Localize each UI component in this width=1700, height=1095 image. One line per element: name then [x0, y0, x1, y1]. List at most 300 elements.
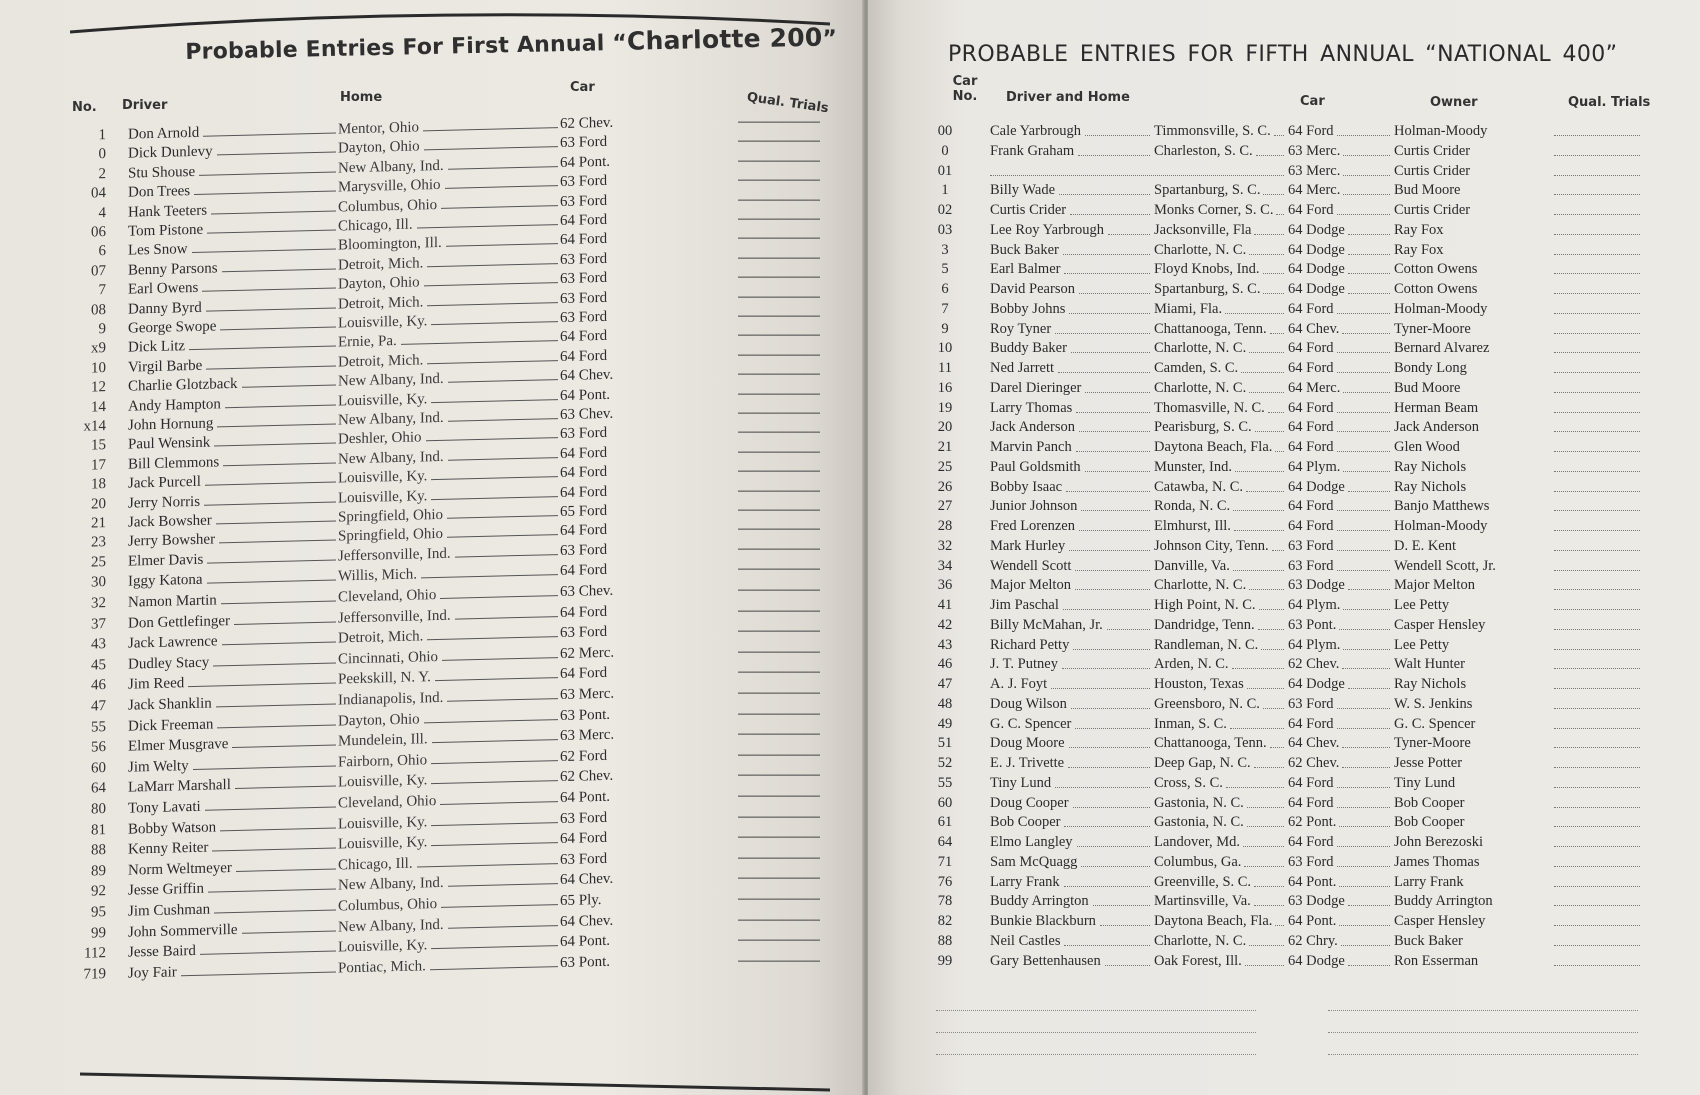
leader-dots [1343, 155, 1390, 156]
leader-line [211, 210, 336, 214]
car-make: 64 Ford [1288, 419, 1334, 436]
qual-trials-line [738, 529, 820, 530]
car-make: 63 Ford [560, 425, 608, 443]
leader-dots [1059, 194, 1150, 195]
driver-name: Bobby Isaac [990, 478, 1063, 495]
owner-name: Ron Esserman [1394, 952, 1479, 969]
table-row [868, 259, 1700, 279]
leader-dots [1069, 550, 1150, 551]
leader-dots [1263, 708, 1284, 709]
home-town: Charlotte, N. C. [1154, 379, 1247, 396]
leader-dots [1341, 945, 1390, 946]
qual-trials-line [1554, 372, 1640, 373]
leader-line [455, 554, 558, 558]
car-make: 63 Ford [560, 850, 608, 868]
header-right-car: Car [1300, 94, 1325, 109]
leader-dots [1275, 451, 1284, 452]
leader-line [205, 482, 336, 486]
leader-dots [1105, 965, 1150, 966]
driver-name: Jack Anderson [990, 419, 1075, 436]
leader-line [216, 520, 336, 524]
table-row [868, 338, 1700, 358]
owner-name: Cotton Owens [1394, 261, 1478, 278]
driver-name: Cale Yarbrough [990, 123, 1082, 139]
leader-dots [1348, 589, 1390, 590]
leader-line [235, 786, 336, 789]
car-make: 64 Ford [1288, 439, 1334, 455]
owner-name: Wendell Scott, Jr. [1394, 557, 1496, 574]
driver-name: Doug Moore [990, 735, 1065, 752]
leader-line [421, 574, 558, 578]
leader-dots [1068, 767, 1150, 768]
leader-dots [1276, 214, 1284, 215]
leader-dots [1230, 728, 1284, 729]
leader-dots [1247, 807, 1284, 808]
qual-trials-line [738, 238, 820, 239]
leader-dots [1342, 747, 1390, 748]
car-make: 63 Ford [1288, 557, 1334, 574]
driver-name: Richard Petty [990, 636, 1070, 653]
qual-trials-line [738, 180, 820, 181]
leader-dots [1249, 589, 1284, 590]
car-make: 63 Merc. [560, 726, 615, 745]
leader-line [448, 379, 558, 383]
leader-dots [1258, 629, 1284, 630]
leader-dots [1055, 787, 1150, 788]
qual-trials-line [738, 219, 820, 220]
leader-line [446, 243, 558, 247]
car-make: 64 Ford [560, 211, 608, 230]
leader-line [225, 404, 336, 408]
leader-line [193, 765, 336, 769]
home-town: Thomasville, N. C. [1154, 399, 1265, 416]
car-make: 64 Chev. [1288, 735, 1340, 752]
qual-trials-line [1554, 826, 1640, 827]
driver-name: Elmo Langley [990, 834, 1073, 850]
driver-name: Andy Hampton [128, 395, 221, 415]
driver-name: Charlie Glotzback [128, 376, 238, 395]
home-town: Greenville, S. C. [1154, 873, 1252, 890]
leader-dots [1342, 668, 1390, 669]
car-make: 63 Ford [1288, 853, 1334, 870]
leader-dots [1233, 570, 1284, 571]
car-number: 36 [937, 577, 953, 594]
car-number: x14 [83, 418, 106, 435]
leader-dots [1263, 273, 1284, 274]
owner-name: Buddy Arrington [1394, 893, 1493, 910]
car-make: 63 Ford [560, 192, 608, 210]
home-town: Chicago, Ill. [338, 216, 413, 235]
leader-dots [1075, 589, 1150, 590]
car-number: 46 [91, 677, 106, 694]
car-make: 62 Merc. [560, 644, 615, 662]
car-number: 1 [98, 127, 106, 144]
car-number: 112 [84, 945, 106, 962]
car-make: 64 Ford [1288, 340, 1334, 357]
table-row [868, 674, 1700, 694]
table-row [868, 615, 1700, 635]
table-row [868, 477, 1700, 497]
car-number: 81 [91, 821, 106, 839]
car-number: 48 [937, 695, 953, 712]
car-make: 63 Merc. [1288, 142, 1341, 159]
car-number: 6 [941, 281, 949, 297]
home-town: Charlotte, N. C. [1154, 340, 1247, 357]
driver-name: Virgil Barbe [128, 357, 203, 376]
home-town: Springfield, Ohio [338, 506, 443, 526]
car-number: 7 [98, 282, 106, 299]
car-number: 08 [91, 301, 106, 319]
car-number: 2 [98, 165, 106, 183]
driver-name: Jack Shanklin [128, 695, 212, 714]
car-make: 64 Ford [560, 444, 608, 462]
leader-line [427, 263, 558, 267]
car-make: 65 Ford [560, 502, 608, 521]
leader-line [417, 863, 558, 867]
table-row [868, 654, 1700, 674]
car-make: 63 Chev. [560, 405, 614, 424]
car-make: 62 Chev. [560, 114, 614, 133]
qual-trials-line [738, 960, 820, 961]
leader-dots [1249, 945, 1284, 946]
table-row [868, 240, 1700, 260]
home-town: Cincinnati, Ohio [338, 648, 438, 668]
car-make: 64 Chev. [1288, 320, 1340, 337]
driver-name: Earl Owens [128, 280, 199, 298]
home-town: New Albany, Ind. [338, 157, 444, 177]
car-make: 63 Pont. [560, 953, 611, 971]
leader-line [440, 595, 558, 599]
car-number: 1 [941, 182, 949, 199]
home-town: Cleveland, Ohio [338, 793, 437, 812]
car-number: 80 [91, 801, 106, 818]
home-town: Jeffersonville, Ind. [338, 607, 451, 627]
qual-trials-line [738, 631, 820, 632]
leader-line [424, 719, 558, 723]
leader-dots [1342, 333, 1390, 334]
driver-name: Don Gettlefinger [128, 612, 231, 632]
owner-name: Casper Hensley [1394, 913, 1486, 929]
car-make: 63 Dodge [1288, 893, 1345, 910]
car-make: 63 Ford [560, 541, 608, 559]
home-town: Ronda, N. C. [1154, 498, 1231, 515]
leader-dots [1274, 135, 1284, 136]
home-town: Dayton, Ohio [338, 711, 420, 730]
car-make: 64 Dodge [1288, 221, 1345, 238]
home-town: Charlotte, N. C. [1154, 241, 1247, 258]
owner-name: Tyner-Moore [1394, 735, 1471, 752]
driver-name: Buck Baker [990, 241, 1059, 258]
car-make: 64 Ford [1288, 715, 1334, 732]
qual-trials-line [1554, 708, 1640, 709]
table-row [868, 161, 1700, 181]
leader-line [221, 600, 336, 604]
car-number: 15 [91, 437, 106, 454]
car-number: 17 [91, 456, 106, 474]
qual-trials-line [738, 837, 820, 838]
driver-name: Wendell Scott [990, 557, 1072, 574]
owner-name: Curtis Crider [1394, 142, 1471, 159]
leader-dots [1261, 649, 1284, 650]
car-number: 41 [937, 597, 953, 613]
home-town: Ernie, Pa. [338, 333, 397, 351]
driver-name: Sam McQuagg [990, 853, 1078, 870]
car-number: 47 [91, 698, 106, 715]
home-town: Deshler, Ohio [338, 429, 422, 448]
car-make: 62 Chev. [1288, 755, 1340, 771]
driver-name: Jesse Baird [128, 943, 196, 961]
home-town: Detroit, Mich. [338, 352, 424, 371]
leader-line [431, 321, 558, 325]
qual-trials-line [1554, 629, 1640, 630]
leader-dots [1337, 135, 1390, 136]
leader-dots [1254, 234, 1284, 235]
driver-name: Lee Roy Yarbrough [990, 221, 1104, 238]
car-number: 04 [91, 185, 106, 202]
leader-line [242, 930, 336, 933]
driver-name: Earl Balmer [990, 261, 1061, 278]
header-no: No. [72, 100, 97, 115]
driver-name: Bunkie Blackburn [990, 913, 1096, 929]
leader-line [207, 229, 336, 233]
car-number: 9 [941, 320, 949, 337]
leader-dots [1337, 530, 1390, 531]
leader-line [427, 302, 558, 306]
car-number: 07 [91, 262, 106, 280]
leader-line [220, 827, 336, 831]
owner-name: Curtis Crider [1394, 202, 1471, 218]
home-town: High Point, N. C. [1154, 597, 1256, 613]
leader-dots [1263, 293, 1284, 294]
leader-line [234, 621, 336, 624]
leader-dots [1085, 135, 1150, 136]
leader-dots [1225, 313, 1284, 314]
leader-dots [1249, 352, 1284, 353]
table-row [868, 595, 1700, 615]
qual-trials-line [1554, 846, 1640, 847]
driver-name: Jerry Bowsher [128, 531, 216, 550]
leader-dots [1337, 866, 1390, 867]
leader-line [222, 642, 336, 646]
leader-dots [1234, 530, 1284, 531]
qual-trials-line [1554, 352, 1640, 353]
leader-dots [1244, 866, 1284, 867]
home-town: Louisville, Ky. [338, 834, 428, 853]
car-number: 00 [937, 123, 953, 139]
car-number: 78 [937, 893, 953, 910]
qual-trials-line [738, 451, 820, 452]
car-number: 16 [937, 379, 953, 396]
leader-dots [1085, 471, 1150, 472]
leader-line [217, 724, 336, 728]
leader-line [213, 662, 336, 666]
qual-trials-line [1554, 135, 1640, 136]
owner-name: Herman Beam [1394, 399, 1479, 416]
leader-dots [1107, 629, 1150, 630]
qual-trials-line [738, 393, 820, 394]
owner-name: Curtis Crider [1394, 162, 1471, 179]
table-row [868, 575, 1700, 595]
qual-trials-line [1554, 570, 1640, 571]
leader-dots [1073, 649, 1150, 650]
leader-line [431, 780, 558, 784]
car-make: 63 Chev. [560, 582, 614, 601]
leader-line [442, 657, 558, 661]
driver-name: Dick Freeman [128, 716, 214, 735]
home-town: Spartanburg, S. C. [1154, 281, 1261, 297]
table-row [868, 200, 1700, 220]
driver-name: Paul Goldsmith [990, 458, 1081, 475]
car-number: 56 [91, 739, 106, 756]
leader-line [208, 889, 336, 893]
driver-name: Curtis Crider [990, 202, 1067, 218]
leader-dots [1348, 273, 1390, 274]
leader-dots [1064, 945, 1150, 946]
home-town: Dayton, Ohio [338, 138, 420, 157]
car-number: 51 [937, 735, 953, 752]
leader-dots [1348, 234, 1390, 235]
driver-name: John Hornung [128, 415, 214, 434]
car-number: 21 [91, 515, 106, 532]
driver-name: Tiny Lund [990, 774, 1052, 791]
owner-name: Tiny Lund [1394, 774, 1456, 791]
owner-name: Ray Fox [1394, 221, 1444, 238]
driver-name: Norm Weltmeyer [128, 859, 232, 879]
home-town: Louisville, Ky. [338, 937, 428, 956]
leader-dots [1235, 471, 1284, 472]
qual-trials-line [1554, 510, 1640, 511]
car-make: 64 Ford [1288, 794, 1334, 811]
qual-trials-line [1554, 550, 1640, 551]
car-make: 63 Pont. [1288, 616, 1337, 633]
driver-name: E. J. Trivette [990, 755, 1065, 771]
leader-dots [1337, 787, 1390, 788]
driver-name: Iggy Katona [128, 572, 203, 590]
leader-dots [1337, 313, 1390, 314]
driver-name: Doug Cooper [990, 794, 1069, 811]
driver-name: Dick Litz [128, 338, 186, 356]
home-town: Inman, S. C. [1154, 715, 1227, 732]
driver-name: Jim Paschal [990, 597, 1059, 613]
car-number: 23 [91, 534, 106, 551]
car-number: 95 [91, 904, 106, 921]
car-make: 64 Ford [560, 347, 608, 365]
driver-name: Jim Reed [128, 675, 185, 693]
driver-name: Roy Tyner [990, 320, 1052, 337]
leader-line [401, 340, 558, 345]
driver-name: Bob Cooper [990, 814, 1061, 831]
car-number: 14 [91, 398, 106, 416]
home-town: Jacksonville, Fla [1154, 221, 1252, 238]
leader-dots [1255, 431, 1284, 432]
home-town: New Albany, Ind. [338, 875, 444, 894]
header-qual-trials: Qual. Trials [745, 90, 830, 117]
car-make: 64 Ford [560, 464, 608, 482]
car-make: 65 Ply. [560, 892, 602, 910]
leader-line [441, 205, 558, 209]
car-number: 42 [937, 616, 953, 633]
car-number: 4 [98, 204, 106, 221]
driver-name: Bill Clemmons [128, 454, 220, 473]
qual-trials-line [1554, 807, 1640, 808]
qual-trials-line [738, 672, 820, 673]
car-make: 64 Pont. [560, 932, 611, 951]
home-town: Danville, Va. [1154, 557, 1230, 574]
car-number: 89 [91, 862, 106, 880]
qual-trials-line [738, 257, 820, 258]
car-make: 63 Ford [560, 289, 608, 307]
driver-name: G. C. Spencer [990, 715, 1072, 732]
home-town: Springfield, Ohio [338, 526, 443, 545]
leader-dots [1081, 866, 1150, 867]
home-town: Columbus, Ga. [1154, 853, 1242, 870]
qual-trials-line [738, 354, 820, 355]
car-number: 27 [937, 498, 953, 515]
qual-trials-line [1554, 905, 1640, 906]
leader-dots [1051, 688, 1150, 689]
qual-trials-line [1554, 747, 1640, 748]
home-town: Arden, N. C. [1154, 656, 1229, 673]
leader-dots [1071, 708, 1150, 709]
car-number: x9 [91, 340, 106, 357]
table-row [868, 951, 1700, 971]
qual-trials-line [738, 199, 820, 200]
driver-name: Danny Byrd [128, 299, 202, 318]
car-make: 64 Dodge [1288, 478, 1345, 495]
car-make: 64 Ford [1288, 123, 1334, 139]
leader-line [206, 307, 336, 311]
header-car-no [948, 74, 982, 104]
qual-trials-line [1554, 589, 1640, 590]
driver-name: Junior Johnson [990, 498, 1078, 515]
leader-line [202, 288, 336, 292]
car-make: 63 Merc. [560, 685, 615, 704]
leader-dots [1337, 550, 1390, 551]
driver-name: George Swope [128, 318, 217, 337]
leader-line [192, 249, 336, 254]
home-town: Louisville, Ky. [338, 487, 428, 507]
qual-trials-line [738, 919, 820, 920]
qual-trials-line [738, 122, 820, 123]
leader-line [431, 822, 558, 826]
car-make: 64 Pont. [1288, 873, 1337, 890]
leader-dots [1062, 668, 1150, 669]
leader-line [181, 971, 336, 976]
car-number: 11 [938, 360, 952, 376]
car-make: 63 Merc. [1288, 162, 1341, 179]
table-row [868, 753, 1700, 773]
leader-line [212, 848, 336, 852]
qual-trials-line [738, 296, 820, 297]
car-make: 62 Ford [560, 747, 608, 765]
leader-dots [1348, 254, 1390, 255]
home-town: Gastonia, N. C. [1154, 814, 1244, 831]
driver-name: Don Arnold [128, 124, 200, 143]
leader-dots [1246, 491, 1284, 492]
leader-dots [1337, 372, 1390, 373]
leader-line [188, 683, 336, 688]
blank-entry-line [1328, 1010, 1638, 1011]
owner-name: Holman-Moody [1394, 518, 1488, 534]
car-make: 64 Chev. [560, 912, 614, 930]
car-make: 64 Ford [1288, 774, 1334, 791]
owner-name: Ray Nichols [1394, 676, 1467, 692]
owner-name: John Berezoski [1394, 834, 1483, 850]
car-number: 32 [91, 595, 106, 612]
qual-trials-line [738, 160, 820, 161]
qual-trials-line [1554, 471, 1640, 472]
owner-name: Walt Hunter [1394, 656, 1465, 673]
